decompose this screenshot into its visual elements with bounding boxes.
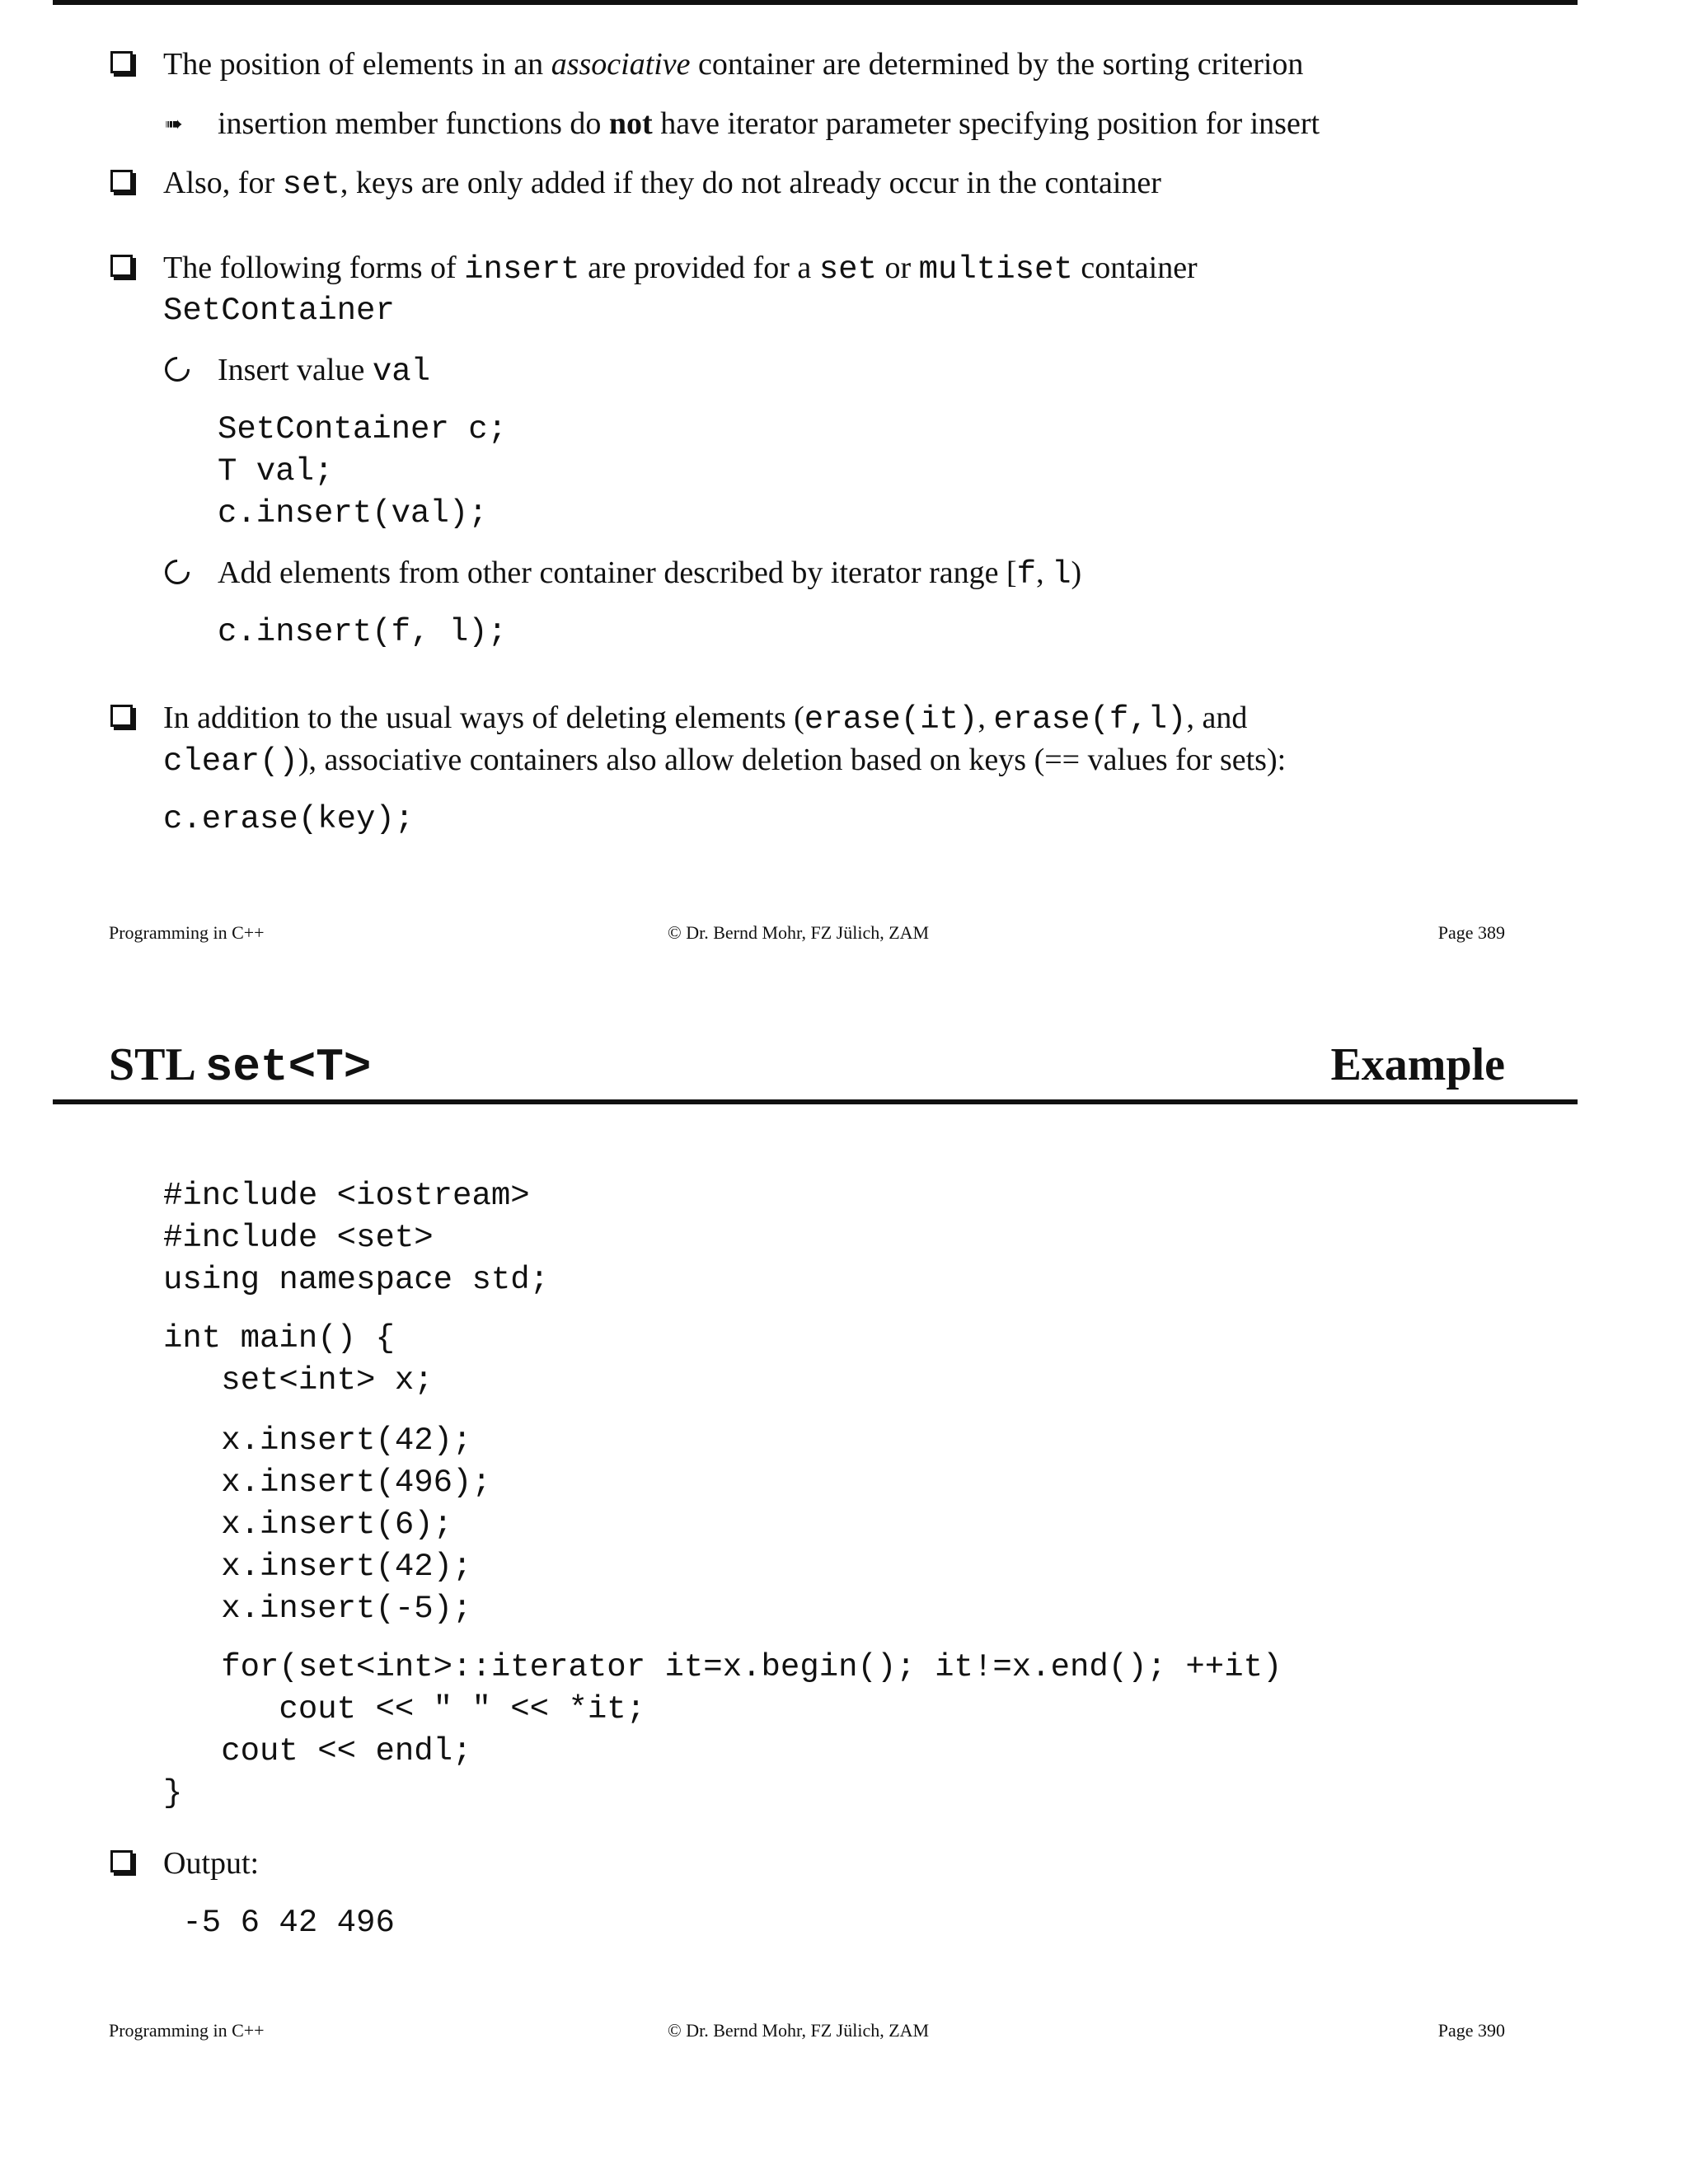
code-erase-key: c.erase(key); bbox=[163, 801, 415, 837]
page-title: STL set<T> bbox=[109, 1039, 372, 1094]
option-insert-range: Add elements from other container described by iterator range [f, l) bbox=[218, 555, 1082, 593]
page-title-right: Example bbox=[1330, 1039, 1505, 1090]
code-line: #include <iostream> bbox=[163, 1178, 530, 1214]
code-line: x.insert(6); bbox=[163, 1507, 453, 1543]
code-line: for(set<int>::iterator it=x.begin(); it!=x.end(); ++it) bbox=[163, 1649, 1282, 1685]
code-inserts bbox=[163, 1420, 491, 1630]
setcontainer-label: SetContainer bbox=[163, 293, 395, 329]
code-line: #include <set> bbox=[163, 1220, 434, 1256]
arrow-bullet-icon: ➠ bbox=[165, 112, 183, 137]
footer-center: © Dr. Bernd Mohr, FZ Jülich, ZAM bbox=[668, 2020, 930, 2041]
code-line: x.insert(42); bbox=[163, 1422, 472, 1459]
title-rule bbox=[53, 1099, 1578, 1104]
footer-center: © Dr. Bernd Mohr, FZ Jülich, ZAM bbox=[668, 922, 930, 943]
code-insert-range: c.insert(f, l); bbox=[218, 614, 508, 650]
code-line: using namespace std; bbox=[163, 1262, 550, 1298]
code-line: SetContainer c; bbox=[218, 411, 508, 448]
checkbox-bullet-icon bbox=[110, 51, 133, 73]
footer-page-number: Page 389 bbox=[1437, 922, 1505, 943]
output-value: -5 6 42 496 bbox=[163, 1905, 395, 1941]
bullet-deletion-line2: clear()), associative containers also allow deletion based on keys (== values for sets): bbox=[163, 743, 1287, 780]
checkbox-bullet-icon bbox=[110, 1850, 133, 1872]
bullet-associative-position: The position of elements in an associative container are determined by the sorting criterion bbox=[163, 47, 1304, 82]
code-line: T val; bbox=[218, 453, 334, 490]
checkbox-bullet-icon bbox=[110, 255, 133, 277]
footer-left: Programming in C++ bbox=[109, 922, 265, 943]
code-includes bbox=[163, 1175, 549, 1301]
circle-bullet-icon bbox=[160, 352, 195, 387]
checkbox-bullet-icon bbox=[110, 705, 133, 727]
code-loop bbox=[163, 1647, 1282, 1815]
sub-bullet-insert-no-iterator: insertion member functions do not have iterator parameter specifying position for insert bbox=[218, 106, 1320, 141]
code-line: x.insert(-5); bbox=[163, 1591, 472, 1627]
code-line: } bbox=[163, 1775, 183, 1811]
code-insert-value bbox=[218, 409, 507, 535]
code-line: x.insert(496); bbox=[163, 1465, 491, 1501]
bullet-insert-forms: The following forms of insert are provided for a set or multiset container bbox=[163, 251, 1198, 288]
code-line: cout << " " << *it; bbox=[163, 1691, 646, 1727]
footer-left: Programming in C++ bbox=[109, 2020, 265, 2041]
code-main-start bbox=[163, 1318, 434, 1402]
code-line: int main() { bbox=[163, 1320, 395, 1357]
bullet-deletion: In addition to the usual ways of deleting elements (erase(it), erase(f,l), and bbox=[163, 701, 1248, 738]
code-line: x.insert(42); bbox=[163, 1549, 472, 1585]
option-insert-value: Insert value val bbox=[218, 353, 431, 390]
footer-page-number: Page 390 bbox=[1437, 2020, 1505, 2041]
checkbox-bullet-icon bbox=[110, 170, 133, 192]
bullet-set-unique-keys: Also, for set, keys are only added if they do not already occur in the container bbox=[163, 166, 1161, 203]
top-rule bbox=[53, 0, 1578, 5]
code-line: cout << endl; bbox=[163, 1733, 472, 1769]
circle-bullet-icon bbox=[160, 555, 195, 589]
code-line: c.insert(val); bbox=[218, 495, 488, 532]
code-line: set<int> x; bbox=[163, 1362, 434, 1399]
output-label: Output: bbox=[163, 1846, 260, 1881]
